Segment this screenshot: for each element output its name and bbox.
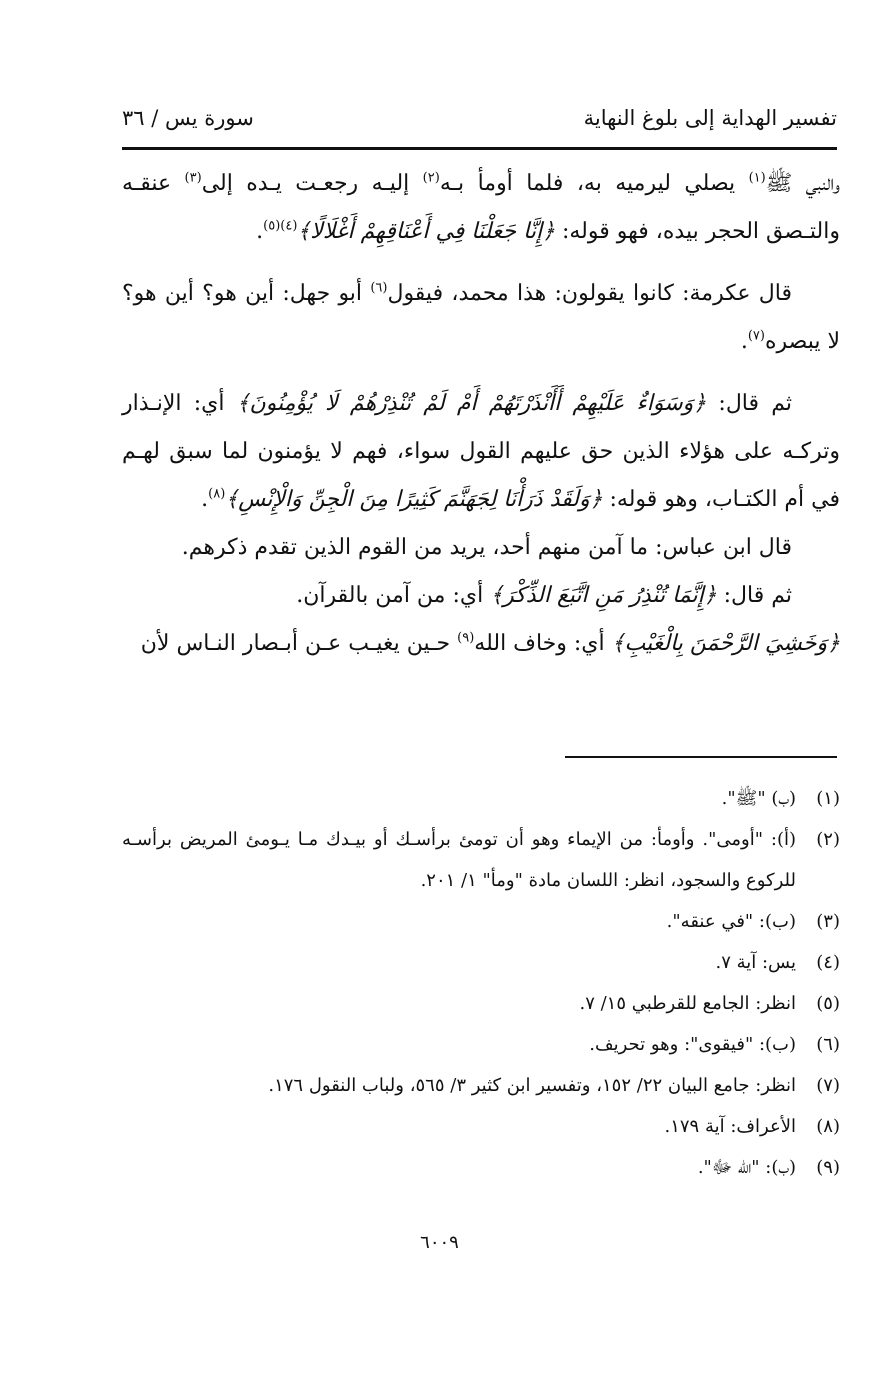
footnote-item [122, 983, 840, 1024]
paragraph-4: قال ابن عباس: ما آمن منهم أحد، يريد من القوم الذين تقدم ذكرهم. [181, 535, 792, 560]
footnote-marker: (١) [748, 170, 766, 186]
surah-label: سورة يس / ٣٦ [122, 106, 254, 130]
footnote-number: (٨) [816, 1116, 840, 1137]
footnote-marker: (٢) [422, 170, 440, 186]
footnote-number: (١) [816, 788, 840, 809]
text-run: . [740, 329, 748, 354]
text-run: والنبي ﷺ [765, 171, 840, 196]
footnote-text: انظر: جامع البيان ٢٢/ ١٥٢، وتفسير ابن كثير ٣/ ٥٦٥، ولباب النقول ١٧٦. [268, 1075, 796, 1096]
footnote-text: (ب): "فيقوى": وهو تحريف. [589, 1034, 796, 1055]
text-run: . [256, 219, 264, 244]
quran-verse: ﴿وَسَوَاءٌ عَلَيْهِمْ أَأَنْذَرْتَهُمْ أَمْ لَمْ تُنْذِرْهُمْ لَا يُؤْمِنُونَ﴾ [236, 391, 707, 416]
footnote-marker: (٣) [184, 170, 202, 186]
footnote-marker: (٤)(٥) [263, 218, 298, 234]
footnote-item [122, 819, 840, 901]
quran-verse: ﴿وَخَشِيَ الرَّحْمَنَ بِالْغَيْبِ﴾ [611, 631, 840, 656]
footnote-number: (٦) [816, 1034, 840, 1055]
main-text [122, 160, 840, 668]
footnote-item [122, 778, 840, 819]
text-run: أي: الإنـذار وتركـه على هؤلاء الذين حق عليهم القول سواء، فهم لا يؤمنون لما سبق لهـم في أم الكتـاب، وهو قوله: [122, 391, 840, 512]
footnote-marker: (٧) [747, 328, 765, 344]
footnote-marker: (٩) [457, 630, 475, 646]
footnote-text: (ب) "ﷺ". [721, 788, 796, 809]
paragraph-1 [122, 160, 840, 256]
footnotes [122, 778, 840, 1188]
paragraph-2 [122, 270, 840, 366]
paragraph-3 [122, 380, 840, 524]
footnote-item [122, 1065, 840, 1106]
text-run: حـين يغيـب عـن أبـصار النـاس لأن [140, 631, 458, 656]
footnote-number: (٢) [816, 829, 840, 850]
footnote-number: (٥) [816, 993, 840, 1014]
footnote-item [122, 1147, 840, 1188]
footnote-text: (أ): "أومى". وأومأ: من الإيماء وهو أن تومئ برأسـك أو بيـدك مـا يـومئ المريض برأسـه للركوع والسجود، انظر: اللسان مادة "ومأ" ١/ ٢٠١. [122, 829, 796, 891]
text-run: ثم قال: [716, 583, 792, 608]
footnote-number: (٧) [816, 1075, 840, 1096]
text-run: يصلي ليرميه به، فلما أومأ بـه [439, 171, 749, 196]
text-run: ثم قال: [706, 391, 792, 416]
footnote-item [122, 1024, 840, 1065]
page-number: ٦٠٠٩ [420, 1232, 459, 1253]
footnote-number: (٩) [816, 1157, 840, 1178]
footnote-marker: (٨) [208, 486, 226, 502]
footnote-text: يس: آية ٧. [715, 952, 796, 973]
quran-verse: ﴿إِنَّمَا تُنْذِرُ مَنِ اتَّبَعَ الذِّكْرَ﴾ [490, 583, 717, 608]
text-run: . [201, 487, 209, 512]
header-divider [122, 147, 837, 150]
footnote-marker: (٦) [370, 280, 388, 296]
footnote-text: انظر: الجامع للقرطبي ١٥/ ٧. [579, 993, 796, 1014]
footnote-text: الأعراف: آية ١٧٩. [664, 1116, 796, 1137]
text-run: عنقـه والتـصق الحجر بيده، فهو قوله: [122, 171, 840, 244]
running-header [122, 100, 837, 140]
text-run: قال عكرمة: كانوا يقولون: هذا محمد، فيقول [387, 281, 792, 306]
text-run: أي: من آمن بالقرآن. [296, 583, 491, 608]
quran-verse: ﴿إِنَّا جَعَلْنَا فِي أَعْنَاقِهِمْ أَغْلَالًا﴾ [297, 219, 555, 244]
footnote-divider [565, 756, 837, 758]
footnote-item [122, 942, 840, 983]
book-title: تفسير الهداية إلى بلوغ النهاية [583, 106, 837, 130]
paragraph-6 [122, 620, 840, 668]
text-run: إليـه رجعـت يـده إلى [201, 171, 423, 196]
footnote-item [122, 901, 840, 942]
text-run: أي: وخاف الله [474, 631, 612, 656]
quran-verse: ﴿وَلَقَدْ ذَرَأْنَا لِجَهَنَّمَ كَثِيرًا مِنَ الْجِنِّ وَالْإِنْسِ﴾ [225, 487, 603, 512]
footnote-number: (٤) [816, 952, 840, 973]
paragraph-5 [122, 572, 840, 620]
footnote-text: (ب): "الله ﷻ". [697, 1157, 796, 1178]
text-run: أبو جهل: أين هو؟ أين هو؟ لا يبصره [122, 281, 840, 354]
footnote-text: (ب): "في عنقه". [666, 911, 796, 932]
footnote-number: (٣) [816, 911, 840, 932]
footnote-item [122, 1106, 840, 1147]
